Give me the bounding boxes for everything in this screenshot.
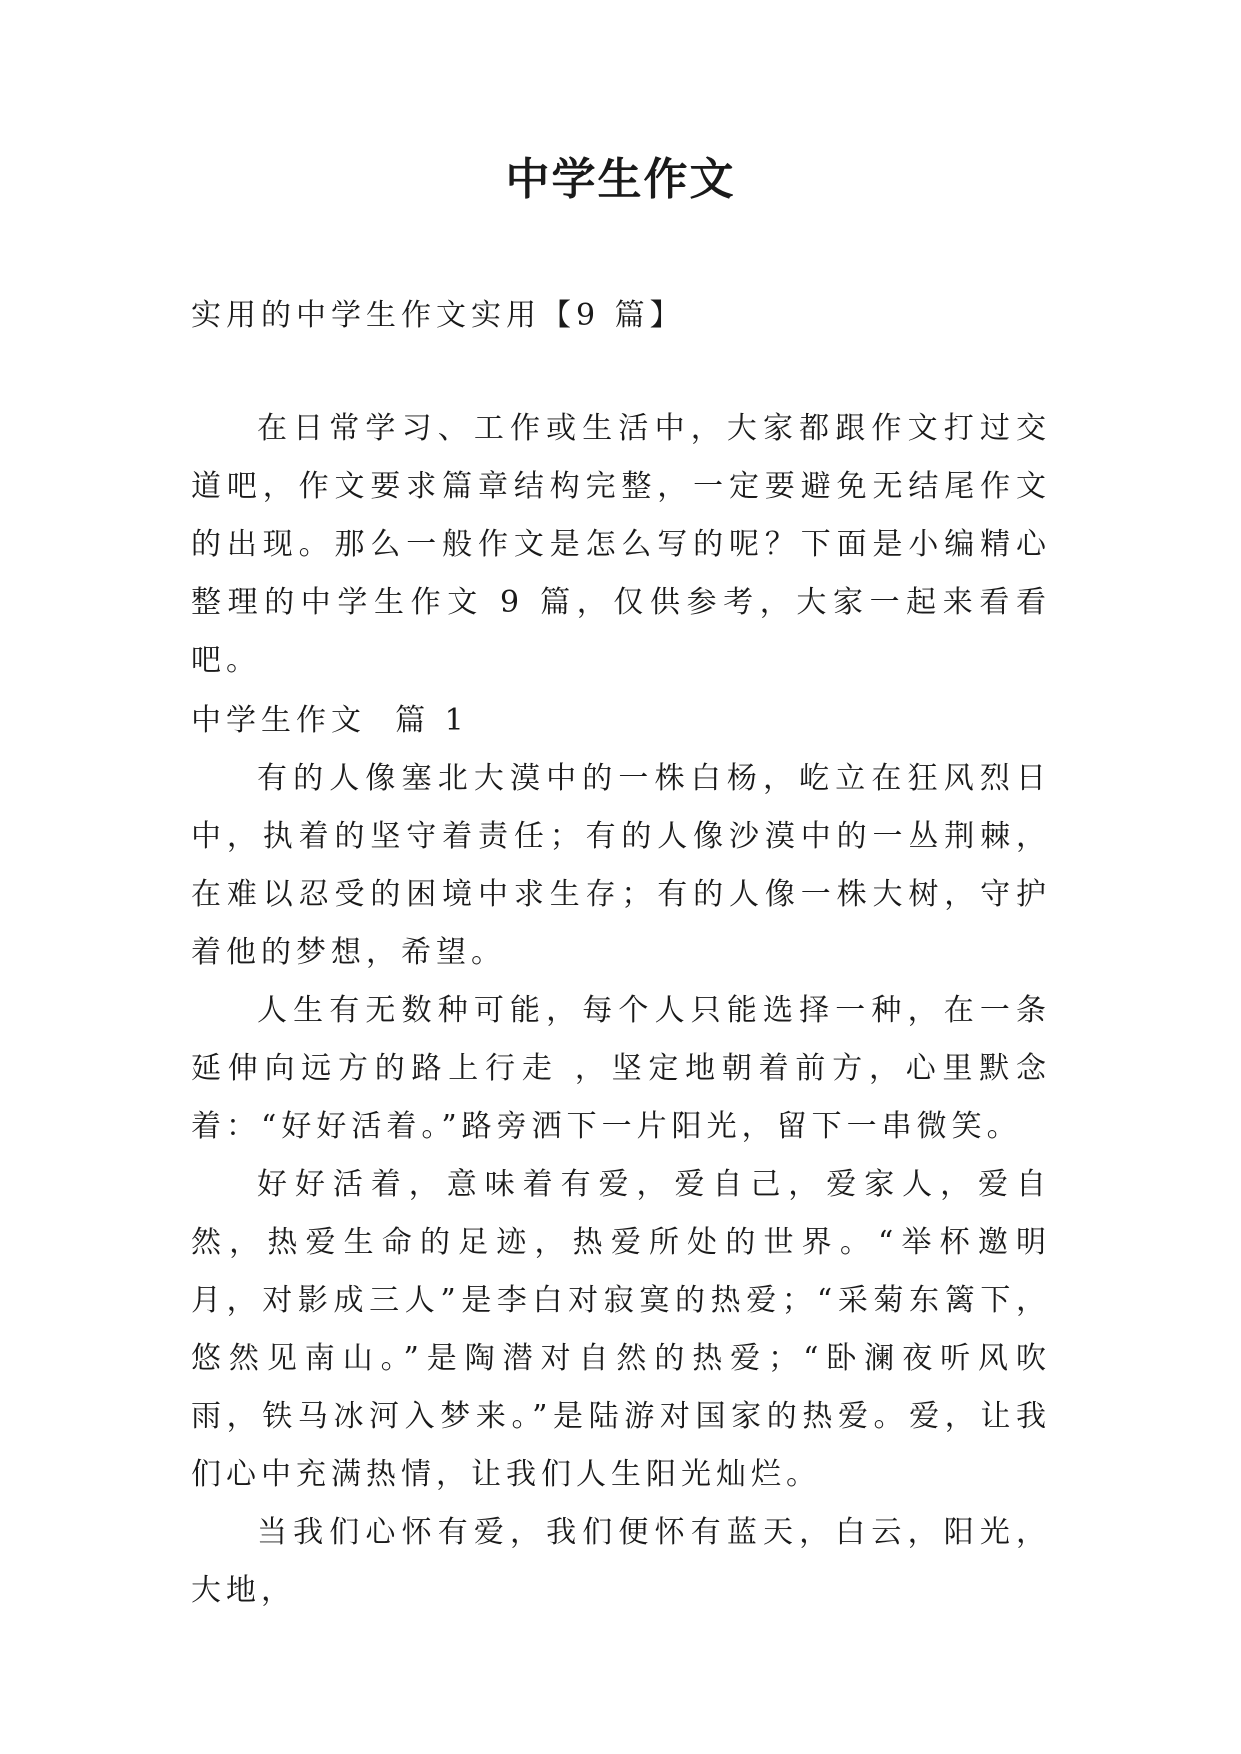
essay-heading xyxy=(191,692,1051,750)
document-subtitle xyxy=(191,287,1051,345)
essay-heading-text: 中学生作文 篇 1 xyxy=(191,703,469,738)
essay-paragraph-3: 好好活着，意味着有爱，爱自己，爱家人，爱自然，热爱生命的足迹，热爱所处的世界。“举杯邀明月，对影成三人”是李白对寂寞的热爱；“采菊东篱下，悠然见南山。”是陶潜对自然的热爱；“卧澜夜听风吹雨，铁马冰河入梦来。”是陆游对国家的热爱。爱，让我们心中充满热情，让我们人生阳光灿烂。 xyxy=(191,1167,1051,1492)
subtitle-text: 实用的中学生作文实用【9 篇】 xyxy=(191,298,685,333)
essay-paragraph-4: 当我们心怀有爱，我们便怀有蓝天，白云，阳光，大地， xyxy=(191,1515,1051,1608)
essay-body xyxy=(191,750,1051,1620)
essay-paragraph-2: 人生有无数种可能，每个人只能选择一种，在一条延伸向远方的路上行走 ，坚定地朝着前方，心里默念着：“好好活着。”路旁洒下一片阳光，留下一串微笑。 xyxy=(191,993,1051,1144)
document-title: 中学生作文 xyxy=(505,154,736,205)
essay-paragraph-1: 有的人像塞北大漠中的一株白杨，屹立在狂风烈日中，执着的坚守着责任；有的人像沙漠中的一丛荆棘，在难以忍受的困境中求生存；有的人像一株大树，守护着他的梦想，希望。 xyxy=(191,761,1051,970)
intro-paragraph: 在日常学习、工作或生活中，大家都跟作文打过交道吧，作文要求篇章结构完整，一定要避免无结尾作文的出现。那么一般作文是怎么写的呢？下面是小编精心整理的中学生作文 9 篇，仅供参考，大家一起来看看吧。 xyxy=(191,411,1051,678)
intro-section xyxy=(191,400,1051,690)
